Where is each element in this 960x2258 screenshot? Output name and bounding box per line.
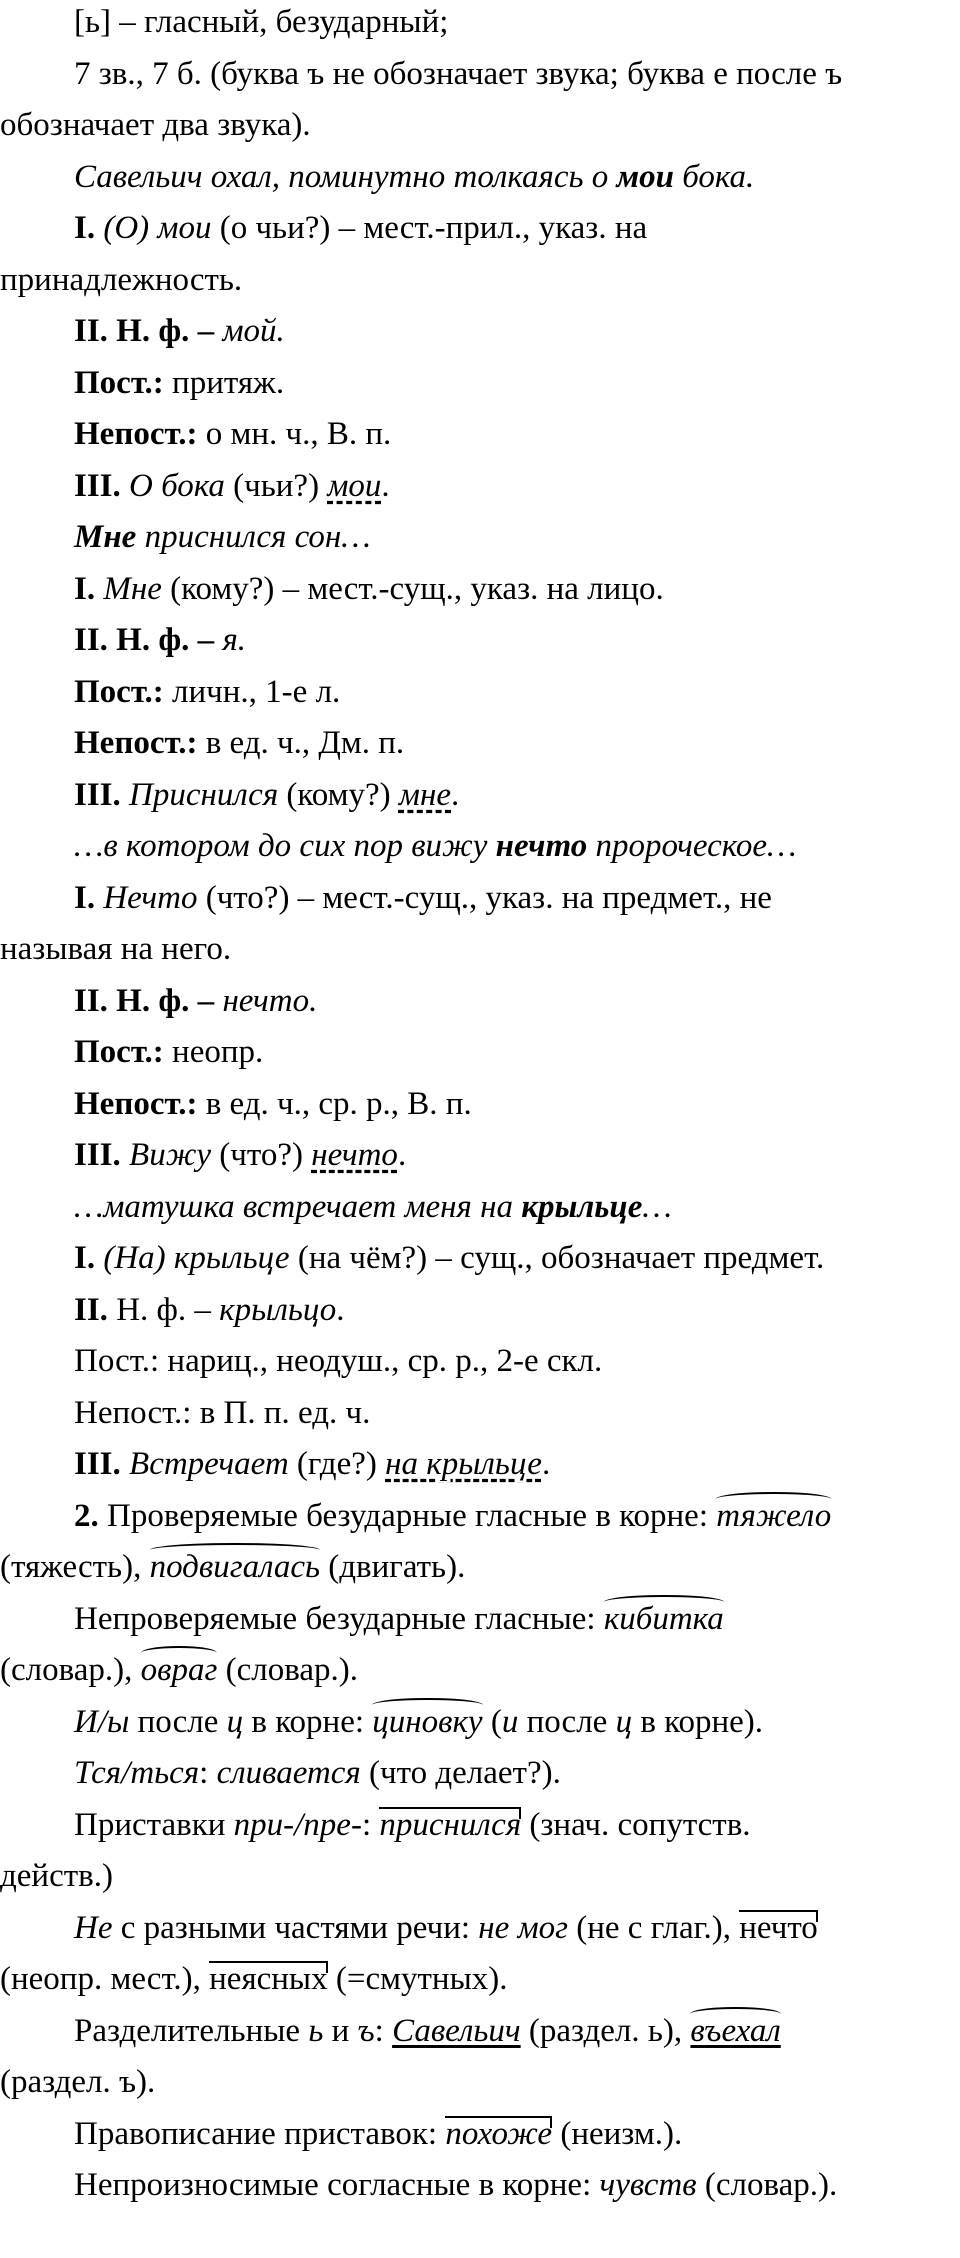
text-line: Правописание приставок: похоже (неизм.). [74, 2115, 683, 2152]
text-line: [ь] – гласный, безударный; [74, 4, 449, 40]
example-sentence: …матушка встречает меня на крыльце… [74, 1188, 672, 1225]
analysis-line: Непост.: в ед. ч., ср. р., В. п. [74, 1085, 472, 1122]
section-heading: 2. Проверяемые безударные гласные в корне: тяжело [74, 1497, 832, 1534]
text-line: (словар.), овраг (словар.). [0, 1652, 358, 1688]
analysis-line: II. Н. ф. – мой. [74, 313, 285, 349]
analysis-line: Непост.: в П. п. ед. ч. [74, 1394, 371, 1431]
analysis-line: I. (О) мои (о чьи?) – мест.-прил., указ. на [74, 210, 648, 246]
analysis-line: III. Встречает (где?) на крыльце. [74, 1446, 551, 1482]
text-line: Приставки при-/пре-: приснился (знач. сопутств. [74, 1806, 751, 1843]
analysis-line: I. (На) крыльце (на чём?) – сущ., обозначает предмет. [74, 1240, 825, 1276]
analysis-line: II. Н. ф. – я. [74, 622, 247, 658]
text-line: обозначает два звука). [0, 107, 311, 143]
analysis-line: Пост.: неопр. [74, 1034, 264, 1070]
text-line: принадлежность. [0, 261, 243, 298]
analysis-line: I. Мне (кому?) – мест.-сущ., указ. на лицо. [74, 570, 664, 607]
text-line: называя на него. [0, 931, 232, 967]
analysis-line: Пост.: личн., 1-е л. [74, 673, 341, 710]
text-line: действ.) [0, 1858, 113, 1894]
example-sentence: Мне приснился сон… [74, 519, 371, 555]
text-segment: (словар.). [696, 2167, 838, 2203]
example-sentence: …в котором до сих пор вижу нечто пророческое… [74, 828, 797, 864]
text-line [74, 2165, 837, 2205]
text-segment: чувств [599, 2167, 697, 2203]
text-line: Разделительные ь и ъ: Савельич (раздел. ь), въехал [74, 2012, 781, 2049]
example-sentence: Савельич охал, поминутно толкаясь о мои бока. [74, 158, 755, 195]
analysis-line: I. Нечто (что?) – мест.-сущ., указ. на предмет., не [74, 879, 772, 916]
analysis-line: II. Н. ф. – нечто. [74, 982, 318, 1019]
analysis-line: Пост.: притяж. [74, 364, 285, 401]
text-line: Не с разными частями речи: не мог (не с глаг.), нечто [74, 1909, 818, 1946]
text-line: И/ы после ц в корне: циновку (и после ц в корне). [74, 1703, 764, 1740]
analysis-line: III. О бока (чьи?) мои. [74, 467, 390, 504]
text-line: Тся/ться: сливается (что делает?). [74, 1755, 561, 1791]
text-line: (раздел. ъ). [0, 2064, 156, 2100]
text-line: 7 зв., 7 б. (буква ъ не обозначает звука; буква е после ъ [74, 55, 843, 92]
analysis-line: Непост.: о мн. ч., В. п. [74, 416, 392, 452]
analysis-line: II. Н. ф. – крыльцо. [74, 1291, 345, 1328]
analysis-line: III. Вижу (что?) нечто. [74, 1137, 407, 1173]
text-segment: Непроизносимые согласные в корне: [74, 2167, 600, 2203]
text-line: (тяжесть), подвигалась (двигать). [0, 1549, 466, 1585]
analysis-line: Пост.: нариц., неодуш., ср. р., 2-е скл. [74, 1343, 603, 1379]
analysis-line: III. Приснился (кому?) мне. [74, 776, 460, 813]
analysis-line: Непост.: в ед. ч., Дм. п. [74, 725, 405, 761]
text-line: (неопр. мест.), неясных (=смутных). [0, 1961, 508, 1997]
text-line: Непроверяемые безударные гласные: кибитка [74, 1600, 724, 1637]
